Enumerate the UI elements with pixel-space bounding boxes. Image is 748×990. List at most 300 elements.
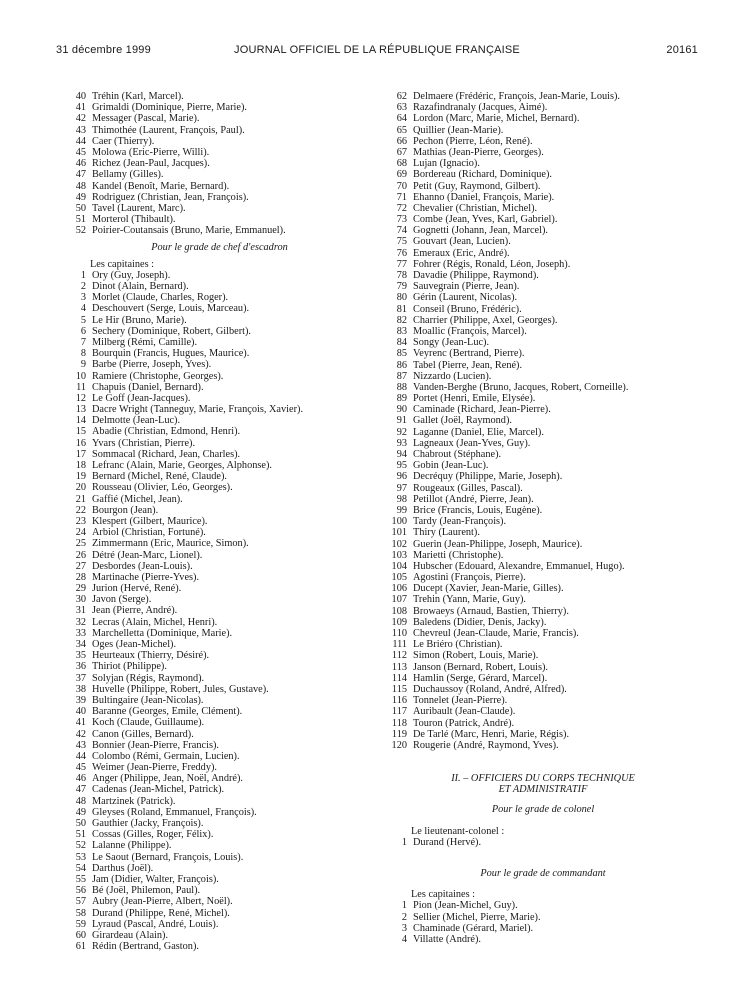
list-item — [62, 147, 377, 158]
item-name: Rousseau (Olivier, Léo, Georges). — [92, 482, 233, 494]
item-name: Heurteaux (Thierry, Désiré). — [92, 650, 210, 662]
list-item — [62, 717, 377, 728]
item-number: 38 — [75, 683, 86, 695]
list-item — [383, 181, 703, 192]
list-item — [383, 102, 703, 113]
item-number: 32 — [75, 616, 86, 628]
item-number: 4 — [80, 303, 86, 315]
list-colonel — [383, 837, 703, 848]
item-number: 25 — [75, 538, 86, 550]
item-name: Durand (Hervé). — [413, 836, 482, 848]
list-item — [62, 840, 377, 851]
item-number: 116 — [391, 695, 407, 707]
list-item — [383, 136, 703, 147]
list-item — [62, 740, 377, 751]
list-item — [383, 650, 703, 661]
list-item — [62, 192, 377, 203]
item-name: Gleyses (Roland, Emmanuel, François). — [92, 806, 257, 818]
list-item — [62, 303, 377, 314]
list-item — [62, 158, 377, 169]
list-item — [62, 538, 377, 549]
list-item — [62, 527, 377, 538]
item-number: 60 — [75, 929, 86, 941]
item-name: Combe (Jean, Yves, Karl, Gabriel). — [413, 214, 558, 226]
list-item — [62, 292, 377, 303]
item-name: Chevalier (Christian, Michel). — [413, 202, 538, 214]
item-number: 71 — [396, 191, 407, 203]
list-item — [62, 639, 377, 650]
list-item — [62, 426, 377, 437]
item-number: 45 — [75, 146, 86, 158]
item-name: Baranne (Georges, Emile, Clément). — [92, 706, 243, 718]
list-item — [62, 617, 377, 628]
item-number: 2 — [401, 911, 407, 923]
page-header — [56, 44, 698, 60]
item-number: 66 — [396, 135, 407, 147]
item-number: 91 — [396, 415, 407, 427]
list-item — [383, 550, 703, 561]
item-name: Ehanno (Daniel, François, Marie). — [413, 191, 555, 203]
list-intro: Les capitaines : — [90, 258, 155, 270]
item-name: Bernard (Michel, René, Claude). — [92, 471, 227, 483]
item-name: Javon (Serge). — [92, 594, 152, 606]
item-name: Emeraux (Eric, André). — [413, 247, 510, 259]
item-name: Desbordes (Jean-Louis). — [92, 560, 193, 572]
list-item — [383, 326, 703, 337]
item-name: Le Goff (Jean-Jacques). — [92, 392, 191, 404]
list-item — [383, 248, 703, 259]
item-number: 110 — [391, 628, 407, 639]
list-item — [62, 393, 377, 404]
item-name: Bourquin (Francis, Hugues, Maurice). — [92, 348, 250, 360]
item-number: 100 — [391, 516, 407, 528]
item-name: Morlet (Claude, Charles, Roger). — [92, 292, 229, 304]
list-item — [62, 650, 377, 661]
item-name: Durand (Philippe, René, Michel). — [92, 907, 230, 919]
item-number: 97 — [396, 482, 407, 494]
item-number: 65 — [396, 124, 407, 136]
item-name: Tabel (Pierre, Jean, René). — [413, 359, 523, 371]
item-number: 70 — [396, 180, 407, 192]
item-name: Chapuis (Daniel, Bernard). — [92, 381, 204, 393]
list-item — [62, 415, 377, 426]
item-number: 10 — [75, 370, 86, 382]
item-number: 40 — [75, 706, 86, 718]
item-name: Hamlin (Serge, Gérard, Marcel). — [413, 672, 548, 684]
list-item — [62, 695, 377, 706]
item-number: 20 — [75, 482, 86, 494]
item-number: 68 — [396, 158, 407, 170]
item-name: Lecras (Alain, Michel, Henri). — [92, 616, 218, 628]
colonel-intro: Le lieutenant-colonel : — [411, 825, 505, 837]
item-name: Sechery (Dominique, Robert, Gilbert). — [92, 325, 251, 337]
list-item — [62, 896, 377, 907]
item-name: Le Briéro (Christian). — [413, 639, 503, 651]
item-number: 47 — [75, 784, 86, 796]
item-name: Marietti (Christophe). — [413, 549, 504, 561]
item-number: 1 — [401, 900, 407, 912]
item-number: 21 — [75, 493, 86, 505]
item-number: 17 — [75, 448, 86, 460]
item-name: Simon (Robert, Louis, Marie). — [413, 650, 539, 662]
item-name: Jurion (Hervé, René). — [92, 583, 182, 595]
list-item — [383, 125, 703, 136]
item-name: Weimer (Jean-Pierre, Freddy). — [92, 762, 217, 774]
item-name: Bonnier (Jean-Pierre, Francis). — [92, 739, 219, 751]
item-number: 92 — [396, 426, 407, 438]
item-number: 46 — [75, 773, 86, 785]
list-item — [62, 169, 377, 180]
item-name: Martzinek (Patrick). — [92, 795, 176, 807]
item-name: Gauthier (Jacky, François). — [92, 818, 204, 830]
list-item — [383, 158, 703, 169]
item-name: Sauvegrain (Pierre, Jean). — [413, 281, 520, 293]
item-name: Bordereau (Richard, Dominique). — [413, 169, 552, 181]
item-name: Thiry (Laurent). — [413, 527, 480, 539]
item-number: 36 — [75, 661, 86, 673]
list-item — [383, 539, 703, 550]
item-name: Cossas (Gilles, Roger, Félix). — [92, 829, 214, 841]
item-number: 43 — [75, 124, 86, 136]
list-item — [383, 706, 703, 717]
item-name: Bé (Joël, Philemon, Paul). — [92, 885, 201, 897]
list-item — [383, 192, 703, 203]
list-item — [62, 941, 377, 952]
list-item — [62, 516, 377, 527]
list-item — [383, 304, 703, 315]
item-number: 50 — [75, 202, 86, 214]
list-item — [383, 923, 703, 934]
list-item — [383, 561, 703, 572]
list-item — [62, 784, 377, 795]
item-number: 7 — [80, 336, 86, 348]
list-item — [383, 471, 703, 482]
list-item — [62, 863, 377, 874]
item-name: Dinot (Alain, Bernard). — [92, 281, 189, 293]
list-item — [62, 773, 377, 784]
item-name: Gognetti (Johann, Jean, Marcel). — [413, 225, 548, 237]
list-item — [62, 908, 377, 919]
item-number: 41 — [75, 102, 86, 114]
list-item — [62, 919, 377, 930]
item-name: Richez (Jean-Paul, Jacques). — [92, 158, 210, 170]
item-number: 105 — [391, 572, 407, 584]
item-name: Solyjan (Régis, Raymond). — [92, 672, 205, 684]
item-name: Petillot (André, Pierre, Jean). — [413, 493, 534, 505]
list-item — [62, 113, 377, 124]
item-name: Arbiol (Christian, Fortuné). — [92, 527, 206, 539]
item-number: 104 — [391, 560, 407, 572]
item-name: Songy (Jean-Luc). — [413, 337, 490, 349]
list-item — [62, 807, 377, 818]
item-name: Jean (Pierre, André). — [92, 605, 178, 617]
list-item — [62, 594, 377, 605]
list-item — [383, 449, 703, 460]
list-item — [62, 125, 377, 136]
list-item — [62, 930, 377, 941]
item-number: 90 — [396, 404, 407, 416]
list-item — [383, 718, 703, 729]
item-name: Conseil (Bruno, Frédéric). — [413, 303, 522, 315]
item-name: Détré (Jean-Marc, Lionel). — [92, 549, 203, 561]
item-number: 33 — [75, 627, 86, 639]
item-name: Rougerie (André, Raymond, Yves). — [413, 739, 559, 751]
item-name: Tavel (Laurent, Marc). — [92, 202, 186, 214]
item-number: 52 — [75, 840, 86, 852]
item-name: Huvelle (Philippe, Robert, Jules, Gustave). — [92, 683, 269, 695]
item-name: Bourgon (Jean). — [92, 504, 159, 516]
item-name: Messager (Pascal, Marie). — [92, 113, 200, 125]
list-item — [383, 900, 703, 911]
item-name: Poirier-Coutansais (Bruno, Marie, Emmanuel). — [92, 225, 286, 237]
item-name: Colombo (Rémi, Germain, Lucien). — [92, 750, 240, 762]
item-number: 42 — [75, 728, 86, 740]
list-item — [383, 673, 703, 684]
item-number: 82 — [396, 314, 407, 326]
list-item — [62, 494, 377, 505]
item-name: Sellier (Michel, Pierre, Marie). — [413, 911, 541, 923]
item-name: Dacre Wright (Tanneguy, Marie, François, Xavier). — [92, 404, 304, 416]
item-number: 52 — [75, 225, 86, 237]
item-name: Lujan (Ignacio). — [413, 158, 480, 170]
item-name: Delmaere (Frédéric, François, Jean-Marie, Louis). — [413, 91, 620, 102]
list-item — [383, 912, 703, 923]
item-number: 62 — [396, 91, 407, 102]
item-number: 47 — [75, 169, 86, 181]
item-number: 76 — [396, 247, 407, 259]
item-name: Anger (Philippe, Jean, Noël, André). — [92, 773, 243, 785]
list-item — [383, 583, 703, 594]
list-item — [383, 662, 703, 673]
item-name: Portet (Henri, Emile, Elysée). — [413, 393, 536, 405]
item-number: 120 — [391, 739, 407, 751]
list-item — [383, 270, 703, 281]
item-name: Lefranc (Alain, Marie, Georges, Alphonse). — [92, 460, 272, 472]
item-number: 93 — [396, 437, 407, 449]
list-item — [62, 214, 377, 225]
item-number: 81 — [396, 303, 407, 315]
item-number: 53 — [75, 851, 86, 863]
list-item — [62, 751, 377, 762]
item-name: Lalanne (Philippe). — [92, 840, 172, 852]
item-number: 117 — [391, 706, 407, 718]
item-number: 44 — [75, 135, 86, 147]
item-number: 51 — [75, 214, 86, 226]
item-name: Browaeys (Arnaud, Bastien, Thierry). — [413, 605, 569, 617]
list-item — [383, 740, 703, 751]
list-item — [62, 673, 377, 684]
list-item — [383, 236, 703, 247]
item-name: Trehin (Yann, Marie, Guy). — [413, 594, 526, 606]
item-name: Davadie (Philippe, Raymond). — [413, 270, 539, 281]
item-number: 85 — [396, 348, 407, 360]
list-item — [383, 371, 703, 382]
item-number: 54 — [75, 862, 86, 874]
list-chef-escadron — [62, 270, 377, 952]
item-name: Caminade (Richard, Jean-Pierre). — [413, 404, 551, 416]
list-item — [62, 661, 377, 672]
item-number: 98 — [396, 493, 407, 505]
item-name: Oges (Jean-Michel). — [92, 639, 177, 651]
list-item — [383, 404, 703, 415]
list-item — [383, 695, 703, 706]
section-title-line-1: II. – OFFICIERS DU CORPS TECHNIQUE — [451, 773, 635, 785]
item-number: 75 — [396, 236, 407, 248]
item-number: 11 — [76, 381, 86, 393]
list-item — [62, 359, 377, 370]
item-name: Thimothée (Laurent, François, Paul). — [92, 124, 245, 136]
item-number: 4 — [401, 934, 407, 945]
list-item — [62, 628, 377, 639]
item-number: 9 — [80, 359, 86, 371]
item-name: Aubry (Jean-Pierre, Albert, Noël). — [92, 896, 233, 908]
item-number: 37 — [75, 672, 86, 684]
item-number: 72 — [396, 202, 407, 214]
item-name: Ory (Guy, Joseph). — [92, 269, 171, 281]
item-number: 3 — [401, 922, 407, 934]
item-name: Hubscher (Edouard, Alexandre, Emmanuel, Hugo). — [413, 560, 625, 572]
item-number: 3 — [80, 292, 86, 304]
item-number: 14 — [75, 415, 86, 427]
item-number: 67 — [396, 146, 407, 158]
list-item — [383, 934, 703, 945]
list-commandant — [383, 900, 703, 945]
list-item — [62, 471, 377, 482]
item-number: 29 — [75, 583, 86, 595]
item-number: 107 — [391, 594, 407, 606]
list-item — [383, 427, 703, 438]
item-number: 69 — [396, 169, 407, 181]
list-item — [62, 102, 377, 113]
item-number: 46 — [75, 158, 86, 170]
item-number: 48 — [75, 795, 86, 807]
item-name: Abadie (Christian, Edmond, Henri). — [92, 426, 241, 438]
list-item — [383, 606, 703, 617]
list-item — [383, 617, 703, 628]
commandant-intro: Les capitaines : — [411, 889, 476, 901]
list-item — [62, 505, 377, 516]
list-item — [62, 818, 377, 829]
list-item — [383, 729, 703, 740]
item-name: Rédin (Bertrand, Gaston). — [92, 941, 199, 953]
item-name: Laganne (Daniel, Elie, Marcel). — [413, 426, 544, 438]
item-name: Gérin (Laurent, Nicolas). — [413, 292, 518, 304]
list-item — [62, 874, 377, 885]
list-item — [383, 281, 703, 292]
list-item — [62, 382, 377, 393]
item-name: Fohrer (Régis, Ronald, Léon, Joseph). — [413, 258, 571, 270]
list-item — [383, 382, 703, 393]
item-number: 35 — [75, 650, 86, 662]
list-item — [62, 852, 377, 863]
item-name: Veyrenc (Bertrand, Pierre). — [413, 348, 525, 360]
item-name: Le Saout (Bernard, François, Louis). — [92, 851, 244, 863]
item-number: 18 — [75, 460, 86, 472]
list-item — [62, 371, 377, 382]
item-number: 6 — [80, 325, 86, 337]
item-number: 83 — [396, 325, 407, 337]
item-name: Grimaldi (Dominique, Pierre, Marie). — [92, 102, 247, 114]
list-item — [62, 315, 377, 326]
list-item — [383, 483, 703, 494]
list-item — [383, 438, 703, 449]
left-column — [62, 91, 377, 952]
publication-date: 31 décembre 1999 — [56, 44, 151, 56]
item-name: Le Hir (Bruno, Marie). — [92, 314, 187, 326]
item-name: Delmotte (Jean-Luc). — [92, 415, 181, 427]
item-name: Deschouvert (Serge, Louis, Marceau). — [92, 303, 250, 315]
item-number: 79 — [396, 281, 407, 293]
item-name: Duchaussoy (Roland, André, Alfred). — [413, 683, 567, 695]
item-name: Agostini (François, Pierre). — [413, 572, 526, 584]
list-item — [62, 404, 377, 415]
item-name: Darthus (Joël). — [92, 862, 154, 874]
item-number: 56 — [75, 885, 86, 897]
item-number: 118 — [391, 717, 407, 729]
item-number: 113 — [391, 661, 407, 673]
item-name: Jam (Didier, Walter, François). — [92, 873, 219, 885]
item-number: 51 — [75, 829, 86, 841]
item-name: Molowa (Eric-Pierre, Willi). — [92, 146, 210, 158]
item-name: Barbe (Pierre, Joseph, Yves). — [92, 359, 212, 371]
item-number: 88 — [396, 381, 407, 393]
item-number: 39 — [75, 694, 86, 706]
item-name: Girardeau (Alain). — [92, 929, 169, 941]
item-number: 101 — [391, 527, 407, 539]
item-number: 99 — [396, 504, 407, 516]
item-number: 103 — [391, 549, 407, 561]
list-item — [383, 315, 703, 326]
item-number: 95 — [396, 460, 407, 472]
item-name: Mathias (Jean-Pierre, Georges). — [413, 146, 544, 158]
grade-heading-colonel: Pour le grade de colonel — [491, 804, 595, 816]
list-item — [383, 460, 703, 471]
item-number: 34 — [75, 639, 86, 651]
item-number: 114 — [391, 672, 407, 684]
journal-title: JOURNAL OFFICIEL DE LA RÉPUBLIQUE FRANÇAISE — [234, 44, 520, 56]
item-number: 42 — [75, 113, 86, 125]
list-item — [383, 594, 703, 605]
item-number: 119 — [391, 728, 407, 740]
list-item — [383, 628, 703, 639]
item-name: Gobin (Jean-Luc). — [413, 460, 489, 472]
item-name: Lyraud (Pascal, André, Louis). — [92, 918, 219, 930]
list-item — [62, 270, 377, 281]
item-number: 5 — [80, 314, 86, 326]
item-number: 112 — [391, 650, 407, 662]
item-number: 1 — [80, 269, 86, 281]
item-name: Decréquy (Philippe, Marie, Joseph). — [413, 471, 563, 483]
list-item — [62, 91, 377, 102]
item-number: 31 — [75, 605, 86, 617]
item-number: 77 — [396, 258, 407, 270]
item-name: Canon (Gilles, Bernard). — [92, 728, 194, 740]
list-item — [383, 259, 703, 270]
item-number: 80 — [396, 292, 407, 304]
list-item — [62, 605, 377, 616]
list-item — [62, 550, 377, 561]
item-number: 49 — [75, 191, 86, 203]
section-title-line-2: ET ADMINISTRATIF — [498, 784, 588, 796]
item-name: Gaffié (Michel, Jean). — [92, 493, 183, 505]
item-number: 84 — [396, 337, 407, 349]
list-item — [62, 281, 377, 292]
item-name: Petit (Guy, Raymond, Gilbert). — [413, 180, 541, 192]
grade-heading-commandant: Pour le grade de commandant — [480, 868, 606, 880]
item-number: 57 — [75, 896, 86, 908]
item-name: Milberg (Rémi, Camille). — [92, 336, 198, 348]
item-number: 102 — [391, 538, 407, 550]
